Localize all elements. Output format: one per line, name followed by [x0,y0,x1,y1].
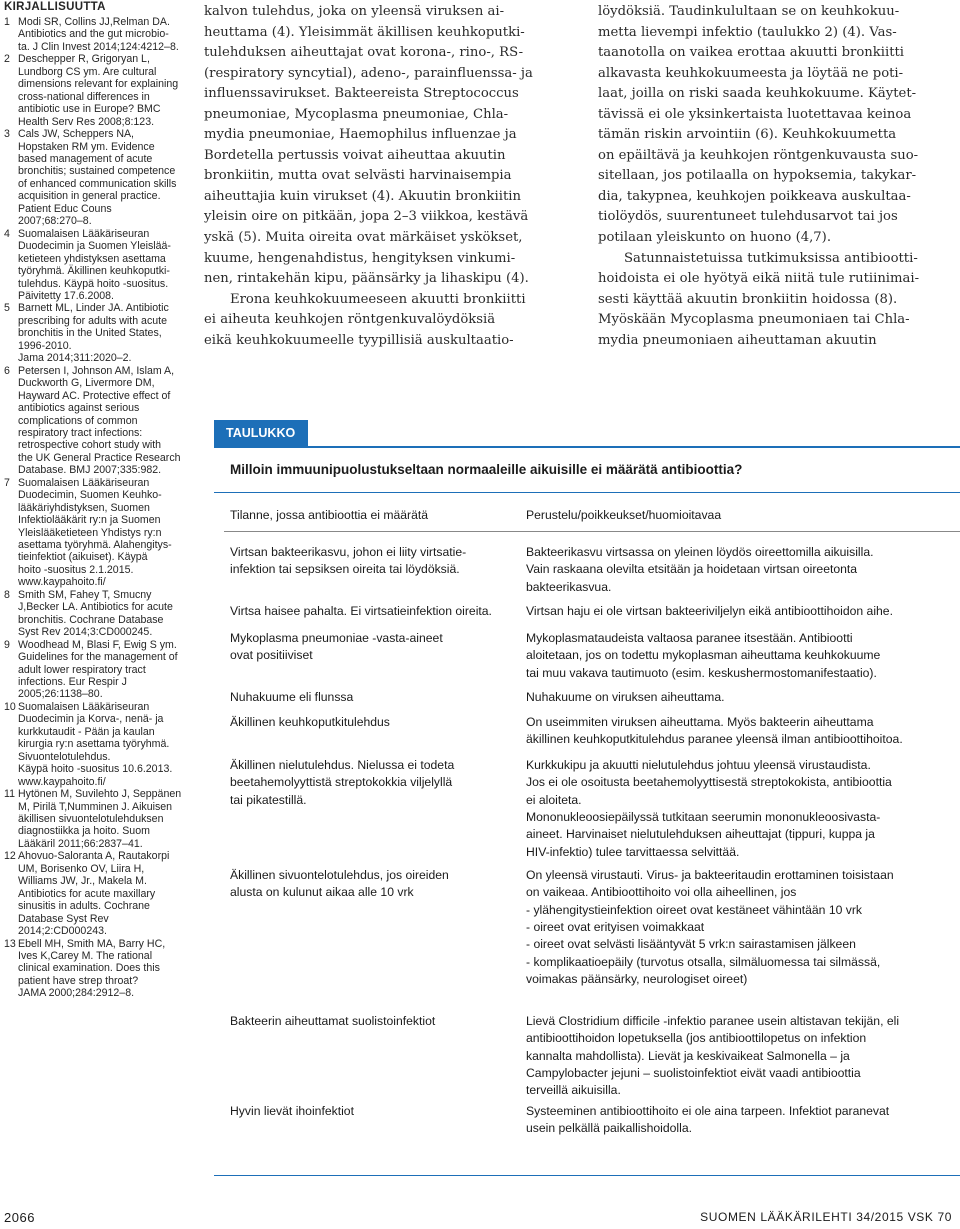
reference-number: 5 [4,302,10,315]
table-cell-rationale: äkillinen keuhkoputkitulehdus paranee yleensä ilman antibioottihoitoa. [526,732,903,747]
reference-text: cross-national differences in [18,90,150,103]
table-header-rule [224,531,960,532]
table-cell-situation: Äkillinen keuhkoputkitulehdus [230,715,390,729]
references-heading: KIRJALLISUUTTA [4,1,106,13]
table-title: Milloin immuunipuolustukseltaan normaaleille aikuisille ei määrätä antibioottia? [230,462,743,477]
reference-number: 3 [4,128,10,141]
reference-text: Duodecimin ja Korva-, nenä- ja [18,713,164,726]
reference-item-start [4,477,194,489]
reference-text: Database Syst Rev [18,912,109,925]
reference-line [4,265,194,277]
body-text-line: Myöskään Mycoplasma pneumoniaen tai Chla- [598,312,910,328]
reference-text: based management of acute [18,152,153,165]
reference-text: Infektiolääkärit ry:n ja Suomen [18,514,161,527]
body-text-line: taanotolla on vaikea erottaa akuutti bronkiitti [598,45,905,61]
reference-item-start [4,365,194,377]
journal-footer: SUOMEN LÄÄKÄRILEHTI 34/2015 VSK 70 [700,1210,952,1224]
reference-line [4,78,194,90]
table-cell-rationale: on vaikeaa. Antibioottihoito voi olla aiheellinen, jos [526,885,797,900]
reference-text: retrospective cohort study with [18,439,162,452]
reference-line [4,825,194,837]
table-cell-rationale: usein pelkällä paikallishoidolla. [526,1121,692,1136]
reference-text: diagnostiikka ja hoito. Suom [18,825,150,838]
reference-text: www.kaypahoito.fi/ [18,576,106,589]
reference-item-start [4,788,194,800]
reference-text: J,Becker LA. Antibiotics for acute [18,601,173,614]
body-text-line: heuttama (4). Yleisimmät äkillisen keuhkoputki- [204,24,525,40]
reference-number: 13 [4,937,16,950]
body-text-line: dia, takypnea, keuhkojen poikkeava auskultaa- [598,188,911,204]
reference-number: 8 [4,588,10,601]
reference-text: Williams JW, Jr., Makela M. [18,875,147,888]
reference-line [4,141,194,153]
table-cell-rationale: - ylähengitystieinfektion oireet ovat kestäneet vähintään 10 vrk [526,902,863,917]
reference-text: clinical examination. Does this [18,962,160,975]
table-cell-situation: Bakteerin aiheuttamat suolistoinfektiot [230,1014,436,1028]
table-cell-rationale: tai muu vakava tautimuoto (esim. keskushermostomanifestaatio). [526,665,877,680]
references-list [4,16,194,1000]
table-cell-situation: Äkillinen sivuontelotulehdus, jos oireiden [230,868,449,882]
reference-text: prescribing for adults with acute [18,314,167,327]
reference-text: Duodecimin ja Suomen Yleislää- [18,240,171,253]
table-cell-situation: Virtsan bakteerikasvu, johon ei liity virtsatie- [230,545,467,559]
reference-text: Antibiotics and the gut microbio- [18,28,169,41]
reference-line [4,452,194,464]
reference-text: Deschepper R, Grigoryan L, [18,53,150,66]
table-cell-rationale: Bakteerikasvu virtsassa on yleinen löydös oireettomilla aikuisilla. [526,545,874,559]
reference-item-start [4,701,194,713]
reference-line [4,763,194,775]
reference-line [4,514,194,526]
reference-line [4,103,194,115]
reference-text: Duodecimin, Suomen Keuhko- [18,489,162,502]
reference-item-start [4,128,194,140]
reference-item-start [4,938,194,950]
page-number: 2066 [4,1210,35,1225]
body-text-line: löydöksiä. Taudinkulultaan se on keuhkokuu- [598,4,900,19]
reference-text: Ahovuo-Saloranta A, Rautakorpi [18,850,170,863]
body-text-line: on epäiltävä ja keuhkojen röntgenkuvausta suo- [598,147,919,163]
body-text-line: Erona keuhkokuumeeseen akuutti bronkiitti [230,291,526,307]
reference-text: Health Serv Res 2008;8:123. [18,115,155,128]
reference-text: www.kaypahoito.fi/ [18,775,106,788]
body-text-line: tävissä ei ole yksinkertaista luotettavaa keinoa [598,106,912,122]
reference-text: adult lower respiratory tract [18,663,146,676]
reference-text: 2007;68:270–8. [18,215,92,228]
reference-text: Hopstaken RM ym. Evidence [18,140,155,153]
reference-text: Modi SR, Collins JJ,Relman DA. [18,16,170,28]
body-text-middle-column [204,2,578,351]
reference-line [4,377,194,389]
table-cell-situation: ovat positiiviset [230,648,313,663]
reference-line [4,688,194,700]
body-text-line: aiheuttajia kuin virukset (4). Akuutin bronkiitin [204,188,521,204]
body-text-line: mydia pneumoniaen aiheuttaman akuutin [598,332,877,348]
reference-line [4,178,194,190]
reference-line [4,464,194,476]
table-cell-rationale: - komplikaatioepäily (turvotus otsalla, silmäluomessa tai silmässä, [526,954,881,969]
reference-item-start [4,850,194,862]
body-text-line: Bordetella pertussis voivat aiheuttaa akuutin [204,147,506,163]
table-cell-rationale: On yleensä virustauti. Virus- ja bakteeritaudin erottaminen toisistaan [526,868,894,882]
reference-line [4,539,194,551]
body-text-line: pneumoniae, Mycoplasma pneumoniae, Chla- [204,106,509,122]
body-text-line: (respiratory syncytial), adeno-, parainfluenssa- ja [204,65,533,81]
reference-line [4,925,194,937]
reference-text: Lundborg CS ym. Are cultural [18,65,157,78]
table-top-rule [214,446,960,448]
reference-line [4,153,194,165]
body-text-line: yleisin oire on pitkään, jopa 2–3 viikkoa, kestävä [204,209,529,225]
reference-line [4,900,194,912]
table-cell-rationale: - oireet ovat erityisen voimakkaat [526,919,705,934]
table-cell-rationale: aineet. Harvinaiset nielutulehduksen aiheuttajat (tippuri, kuppa ja [526,827,875,842]
body-text-line: tulehduksen aiheuttajat ovat korona-, rino-, RS- [204,45,524,61]
table-cell-rationale: On useimmiten viruksen aiheuttama. Myös bakteerin aiheuttama [526,715,874,729]
reference-number: 9 [4,638,10,651]
reference-number: 7 [4,476,10,489]
reference-text: kirurgia ry:n asettama työryhmä. [18,738,170,751]
reference-line [4,813,194,825]
reference-text: Barnett ML, Linder JA. Antibiotic [18,302,169,315]
reference-text: 1996-2010. [18,339,72,352]
body-text-line: bronkiitin, mutta ovat selvästi harvinaisempia [204,168,512,184]
reference-line [4,327,194,339]
reference-line [4,315,194,327]
body-text-line: Satunnaistetuissa tutkimuksissa antibiootti- [624,250,918,266]
table-cell-rationale: Kurkkukipu ja akuutti nielutulehdus johtuu yleensä virustaudista. [526,758,871,772]
table-cell-rationale: antibioottihoidon lopetuksella (jos antibioottilopetus on infektion [526,1031,867,1046]
reference-item-start [4,16,194,28]
reference-item-start [4,639,194,651]
body-text-line: yskä (5). Muita oireita ovat märkäiset yskökset, [204,230,523,246]
table-cell-rationale: Virtsan haju ei ole virtsan bakteeriviljelyn eikä antibioottihoidon aihe. [526,604,893,618]
reference-text: kurkkutaudit - Pään ja kaulan [18,725,155,738]
reference-line [4,203,194,215]
body-text-line: kalvon tulehdus, joka on yleensä viruksen ai- [204,4,505,19]
reference-text: Woodhead M, Blasi F, Ewig S ym. [18,638,177,651]
reference-line [4,664,194,676]
table-cell-situation: Nuhakuume eli flunssa [230,690,354,704]
table-cell-rationale: - oireet ovat selvästi lisääntyvät 5 vrk:n sairastamisen jälkeen [526,937,856,952]
reference-text: ketieteen yhdistyksen asettama [18,252,166,265]
reference-line [4,439,194,451]
table-cell-rationale: HIV-infektio) tulee tarvittaessa selvittää. [526,844,740,859]
body-text-line: sesti käyttää akuutin bronkiitin hoidossa (8). [598,291,898,307]
reference-line [4,738,194,750]
reference-number: 1 [4,16,10,28]
body-text-line: kuume, hengenahdistus, hengityksen vinkumi- [204,250,516,266]
reference-text: Yleislääketieteen Yhdistys ry:n [18,526,162,539]
reference-text: UM, Borisenko OV, Liira H, [18,862,145,875]
body-text-line: potilaan yleiskunto on huono (4,7). [598,230,832,246]
reference-text: Sivuontelotulehdus. [18,750,111,763]
table-cell-situation: infektion tai sepsiksen oireita tai löydöksiä. [230,562,460,577]
reference-line [4,975,194,987]
reference-line [4,551,194,563]
reference-text: complications of common [18,414,138,427]
reference-line [4,489,194,501]
reference-text: tulehdus. Käypä hoito -suositus. [18,277,169,290]
table-cell-rationale: Mononukleoosiepäilyssä tutkitaan seerumin mononukleoosivasta- [526,809,881,824]
reference-line [4,962,194,974]
table-cell-rationale: aloitetaan, jos on todettu mykoplasman aiheuttama keuhkokuume [526,648,881,663]
reference-text: lääkäriyhdistyksen, Suomen [18,501,150,514]
reference-text: acquisition in general practice. [18,190,161,203]
table-header-situation: Tilanne, jossa antibioottia ei määrätä [230,508,429,522]
reference-number: 10 [4,700,16,713]
reference-line [4,91,194,103]
reference-text: Ives K,Carey M. The rational [18,949,153,962]
reference-item-start [4,53,194,65]
reference-text: bronchitis. Cochrane Database [18,613,164,626]
reference-line [4,165,194,177]
reference-text: 2014;2:CD000243. [18,925,107,938]
reference-line [4,427,194,439]
reference-text: tieinfektiot (aikuiset). Käypä [18,551,148,564]
table-cell-situation: beetahemolyyttistä streptokokkia viljelyllä [230,775,453,790]
reference-line [4,415,194,427]
reference-text: Käypä hoito -suositus 10.6.2013. [18,763,173,776]
reference-line [4,402,194,414]
reference-line [4,290,194,302]
reference-text: antibiotic use in Europe? BMC [18,103,161,116]
reference-line [4,527,194,539]
body-text-line: influenssavirukset. Bakteereista Streptococcus [204,86,519,102]
table-cell-rationale: Nuhakuume on viruksen aiheuttama. [526,690,725,704]
table-cell-situation: alusta on kulunut aikaa alle 10 vrk [230,885,414,900]
body-text-line: alkavasta keuhkokuumeesta ja löytää ne poti- [598,65,904,81]
table-cell-situation: Äkillinen nielutulehdus. Nielussa ei todeta [230,758,455,772]
body-text-right-column [598,2,960,351]
reference-line [4,502,194,514]
reference-text: the UK General Practice Research [18,451,181,464]
reference-line [4,626,194,638]
reference-number: 12 [4,850,16,863]
table-cell-rationale: Mykoplasmataudeista valtaosa paranee itsestään. Antibiootti [526,631,853,645]
body-text-line: tämän riskin arvointiin (6). Keuhkokuumetta [598,127,897,143]
body-text-line: hoidoista ei ole hyötyä eikä niitä tule rutiinimai- [598,271,920,287]
reference-line [4,651,194,663]
table-tag: TAULUKKO 1. [214,420,308,446]
reference-text: asettama työryhmä. Alahengitys- [18,539,172,552]
reference-line [4,913,194,925]
reference-line [4,614,194,626]
reference-text: Päivitetty 17.6.2008. [18,289,114,302]
reference-line [4,576,194,588]
reference-line [4,352,194,364]
reference-line [4,751,194,763]
reference-line [4,190,194,202]
reference-line [4,987,194,999]
reference-text: bronchitis in the United States, [18,327,162,340]
reference-number: 11 [4,788,15,801]
reference-number: 6 [4,364,10,377]
reference-text: Suomalaisen Lääkäriseuran [18,700,150,713]
body-text-line: laat, joilla on riski saada keuhkokuume. Käytet- [598,86,917,102]
reference-line [4,564,194,576]
reference-item-start [4,228,194,240]
body-text-line: nen, rintakehän kipu, päänsärky ja lihaskipu (4). [204,271,529,287]
table-cell-rationale: Lievä Clostridium difficile -infektio paranee usein altistavan tekijän, eli [526,1014,900,1028]
reference-line [4,41,194,53]
reference-item-start [4,302,194,314]
reference-text: M, Pirilä T,Numminen J. Aikuisen [18,800,173,813]
reference-text: ta. J Clin Invest 2014;124:4212–8. [18,40,179,53]
reference-text: patient have strep throat? [18,974,139,987]
reference-text: JAMA 2000;284:2912–8. [18,987,135,1000]
reference-text: bronchitis; sustained competence [18,165,176,178]
reference-line [4,726,194,738]
body-text-line: metta lievempi infektio (taulukko 2) (4). Vas- [598,24,897,40]
reference-text: sinusitis in adults. Cochrane [18,900,150,913]
body-text-line: mydia pneumoniae, Haemophilus influenzae ja [204,127,517,143]
reference-line [4,390,194,402]
body-text-line: tiolöydös, suurentuneet tulehdusarvot tai jos [598,209,898,225]
reference-text: hoito -suositus 2.1.2015. [18,563,134,576]
reference-line [4,340,194,352]
reference-text: Jama 2014;311:2020–2. [18,352,132,365]
reference-text: Patient Educ Couns [18,202,112,215]
reference-line [4,888,194,900]
table-cell-rationale: Systeeminen antibioottihoito ei ole aina tarpeen. Infektiot paranevat [526,1104,890,1118]
reference-line [4,28,194,40]
reference-text: Suomalaisen Lääkäriseuran [18,227,150,240]
reference-line [4,253,194,265]
table-cell-situation: tai pikatestillä. [230,792,307,807]
reference-number: 2 [4,53,10,66]
reference-line [4,950,194,962]
reference-line [4,66,194,78]
table-header-rationale: Perustelu/poikkeukset/huomioitavaa [526,508,722,522]
reference-line [4,676,194,688]
table-cell-rationale: voimakas päänsärky, neurologiset oireet) [526,971,748,986]
table-cell-situation: Mykoplasma pneumoniae -vasta-aineet [230,631,443,645]
table-cell-rationale: Campylobacter jejuni – suolistoinfektiot eivät vaadi antibioottia [526,1065,861,1080]
references-column [4,0,194,1000]
reference-text: Petersen I, Johnson AM, Islam A, [18,364,175,377]
reference-text: of enhanced communication skills [18,177,177,190]
reference-line [4,801,194,813]
table-cell-rationale: Jos ei ole osoitusta beetahemolyyttisestä streptokokista, antibioottia [526,775,892,790]
reference-line [4,116,194,128]
reference-text: Ebell MH, Smith MA, Barry HC, [18,937,166,950]
reference-text: Cals JW, Scheppers NA, [18,128,134,141]
table-cell-rationale: kannalta mahdollista). Lievät ja keskivaikeat Salmonella – ja [526,1048,850,1063]
reference-line [4,240,194,252]
reference-line [4,875,194,887]
reference-item-start [4,589,194,601]
reference-text: työryhmä. Äkillinen keuhkoputki- [18,265,170,278]
reference-text: Lääkäril 2011;66:2837–41. [18,837,143,850]
table-cell-rationale: terveillä aikuisilla. [526,1083,621,1098]
table-cell-rationale: Vain raskaana olevilta etsitään ja hoidetaan virtsan oireetonta [526,562,858,577]
table-title-rule [214,492,960,493]
reference-text: Hayward AC. Protective effect of [18,389,171,402]
reference-line [4,713,194,725]
reference-line [4,601,194,613]
reference-text: 2005;26:1138–80. [18,688,103,701]
body-text-line: sitellaan, jos potilaalla on hypoksemia, takykar- [598,168,917,184]
reference-line [4,278,194,290]
reference-number: 4 [4,227,10,240]
body-text-line: ei aiheuta keuhkojen röntgenkuvalöydöksiä [204,312,496,328]
table-cell-rationale: ei aloiteta. [526,792,582,807]
reference-text: Database. BMJ 2007;335:982. [18,464,162,477]
table-cell-situation: Virtsa haisee pahalta. Ei virtsatieinfektion oireita. [230,604,492,618]
reference-text: Antibiotics for acute maxillary [18,887,156,900]
reference-text: äkillisen sivuontelotulehduksen [18,813,164,825]
reference-text: Suomalaisen Lääkäriseuran [18,476,150,489]
reference-text: Guidelines for the management of [18,651,178,664]
reference-line [4,863,194,875]
reference-text: Syst Rev 2014;3:CD000245. [18,626,153,639]
table-cell-situation: Hyvin lievät ihoinfektiot [230,1104,354,1118]
reference-line [4,776,194,788]
reference-line [4,838,194,850]
table-bottom-rule [214,1175,960,1176]
table-cell-rationale: bakteerikasvua. [526,579,612,594]
reference-text: antibiotics against serious [18,402,140,415]
body-text-line: eikä keuhkokuumeelle tyypillisiä auskultaatio- [204,332,514,348]
reference-text: respiratory tract infections: [18,426,143,439]
reference-line [4,215,194,227]
reference-text: Hytönen M, Suvilehto J, Seppänen [18,788,182,801]
reference-text: Smith SM, Fahey T, Smucny [18,588,152,601]
reference-text: Duckworth G, Livermore DM, [18,377,155,390]
reference-text: dimensions relevant for explaining [18,78,179,91]
reference-text: infections. Eur Respir J [18,676,127,689]
